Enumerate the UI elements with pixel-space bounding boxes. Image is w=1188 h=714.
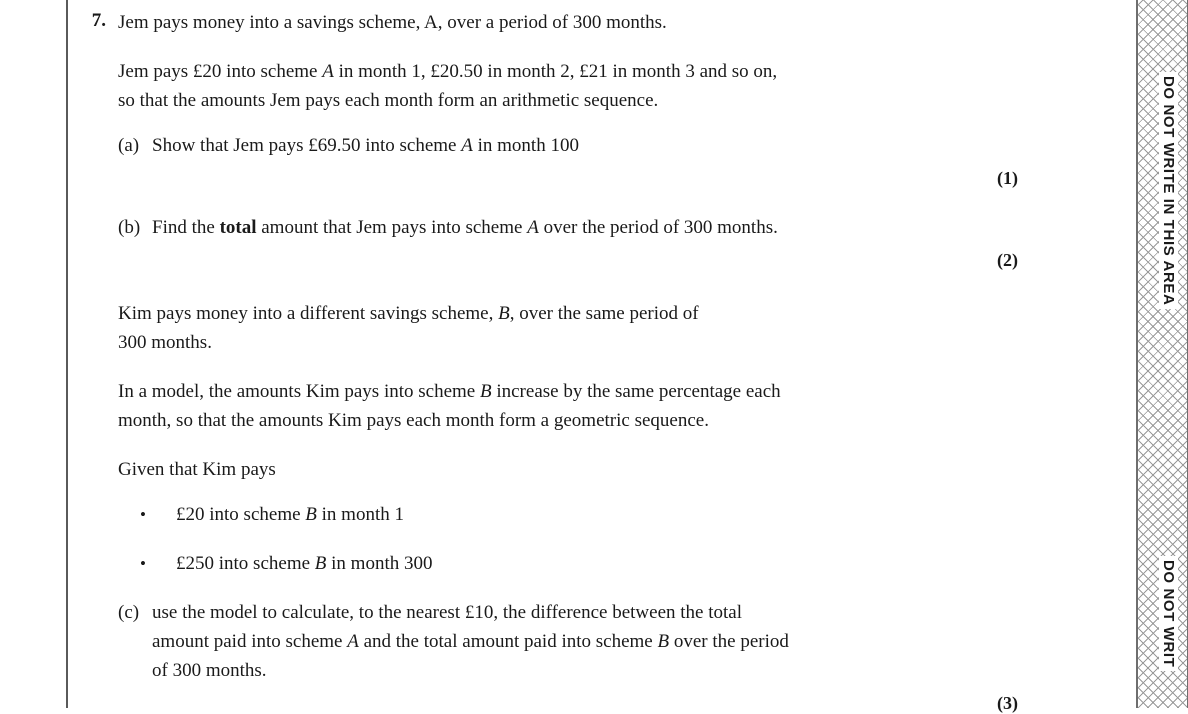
bullet-text-2 xyxy=(176,549,1118,578)
bullet-marker-1: • xyxy=(140,505,146,524)
question-header xyxy=(78,8,1118,37)
geometric-model-description xyxy=(118,377,1018,435)
part-a-text xyxy=(152,131,1032,160)
do-not-write-notice-bottom: DO NOT WRIT xyxy=(1159,556,1178,671)
part-b-text-mid: amount that Jem pays into scheme xyxy=(256,217,528,238)
part-b-text-before: Find the xyxy=(152,217,220,238)
part-c-line2-b: and the total amount paid into scheme xyxy=(358,631,658,652)
part-a-text-after: in month 100 xyxy=(472,135,579,156)
part-c-variable-b: B xyxy=(657,631,670,652)
scheme-a-desc-part1: Jem pays £20 into scheme xyxy=(118,61,323,82)
part-a-marks: (1) xyxy=(997,168,1018,188)
question-intro: Jem pays money into a savings scheme, A, over a period of 300 months. xyxy=(118,12,667,33)
part-c xyxy=(118,598,1118,685)
bullet-2-before: £250 into scheme xyxy=(176,553,315,574)
given-that-line: Given that Kim pays xyxy=(118,459,276,480)
part-a-variable: A xyxy=(461,135,473,156)
bullet-text-1 xyxy=(176,500,1118,529)
part-a-label: (a) xyxy=(118,135,140,156)
scheme-b-desc-part2: , over the same period of xyxy=(509,303,699,324)
part-c-marks: (3) xyxy=(997,693,1018,713)
scheme-b-desc-line2: 300 months. xyxy=(118,332,212,353)
part-b-variable: A xyxy=(527,217,539,238)
scheme-a-description xyxy=(118,57,1018,115)
scheme-b-variable-1: B xyxy=(498,303,510,324)
page-left-rule xyxy=(66,0,68,708)
part-b-emphasis: total xyxy=(219,217,257,238)
scheme-b-variable-2: B xyxy=(479,381,492,402)
bullet-item-1 xyxy=(140,500,1118,529)
part-c-line3: of 300 months. xyxy=(152,660,267,681)
question-content xyxy=(78,0,1118,714)
part-c-line2-a: amount paid into scheme xyxy=(152,631,348,652)
part-b-text-after: over the period of 300 months. xyxy=(538,217,778,238)
bullet-1-after: in month 1 xyxy=(316,504,404,525)
part-c-line1: use the model to calculate, to the nearest £10, the difference between the total xyxy=(152,602,742,623)
part-c-label: (c) xyxy=(118,602,140,623)
bullet-marker-2: • xyxy=(140,554,146,573)
part-c-variable-a: A xyxy=(347,631,359,652)
part-b-marks: (2) xyxy=(997,250,1018,270)
scheme-a-variable-1: A xyxy=(322,61,334,82)
geometric-desc-part1: In a model, the amounts Kim pays into scheme xyxy=(118,381,480,402)
geometric-desc-part2: increase by the same percentage each xyxy=(491,381,781,402)
part-a xyxy=(118,131,1118,160)
geometric-desc-line2: month, so that the amounts Kim pays each month form a geometric sequence. xyxy=(118,410,709,431)
scheme-a-desc-part2: in month 1, £20.50 in month 2, £21 in month 3 and so on, xyxy=(333,61,778,82)
bullet-1-before: £20 into scheme xyxy=(176,504,306,525)
part-a-text-before: Show that Jem pays £69.50 into scheme xyxy=(152,135,462,156)
bullet-2-variable: B xyxy=(314,553,327,574)
part-c-line2-c: over the period xyxy=(669,631,789,652)
part-b xyxy=(118,213,1118,242)
question-number: 7. xyxy=(91,10,106,31)
part-b-text xyxy=(152,213,1032,242)
part-b-label: (b) xyxy=(118,217,141,238)
scheme-b-desc-part1: Kim pays money into a different savings scheme, xyxy=(118,303,499,324)
bullet-1-variable: B xyxy=(305,504,317,525)
part-c-text xyxy=(152,598,1032,685)
bullet-2-after: in month 300 xyxy=(326,553,433,574)
bullet-item-2 xyxy=(140,549,1118,578)
scheme-a-desc-line2: so that the amounts Jem pays each month form an arithmetic sequence. xyxy=(118,90,659,111)
do-not-write-notice-top: DO NOT WRITE IN THIS AREA xyxy=(1159,72,1178,309)
scheme-b-description xyxy=(118,299,1018,357)
